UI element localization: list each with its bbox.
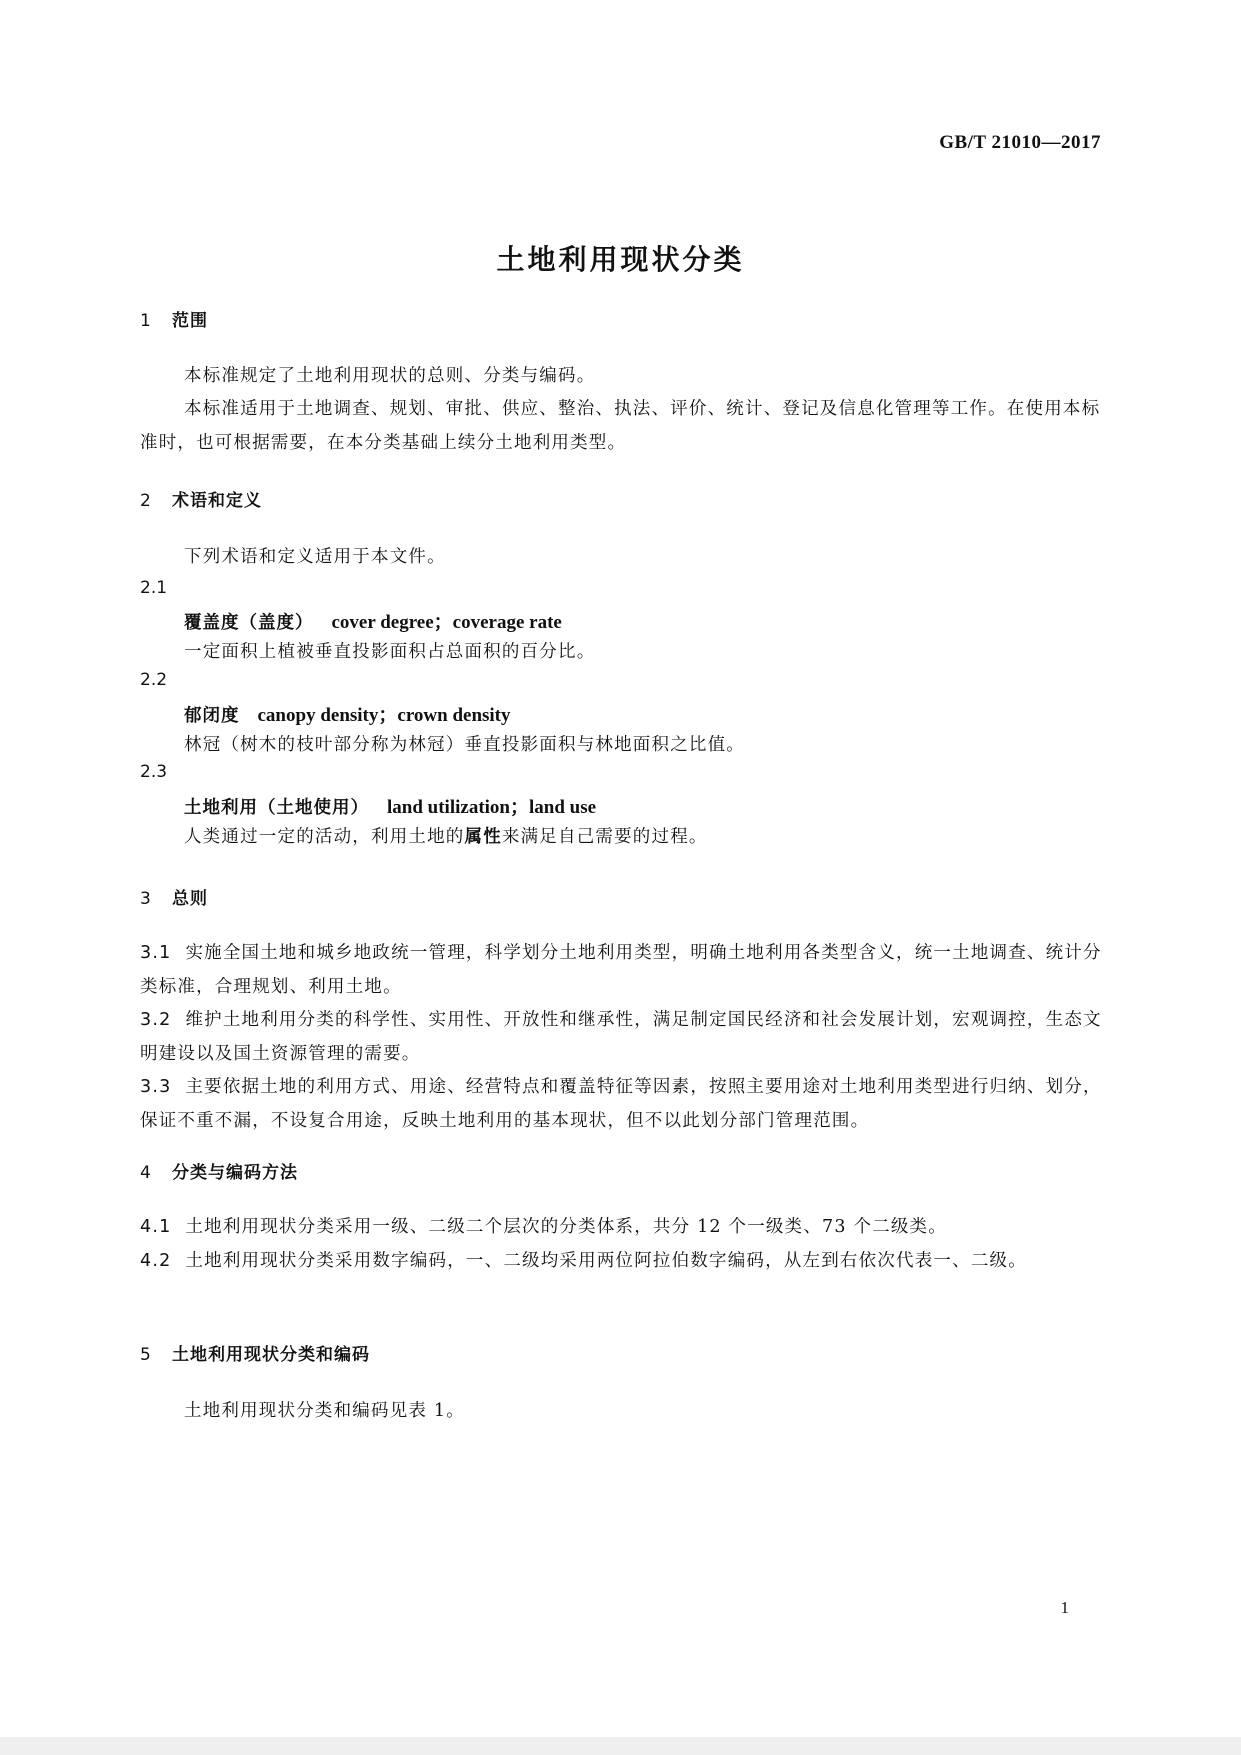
- section-number: 5: [140, 1345, 152, 1365]
- clause-number: 4.1: [140, 1217, 172, 1237]
- section-title: 术语和定义: [172, 491, 262, 511]
- page-bottom-strip: [0, 1737, 1241, 1755]
- term-number: 2.2: [140, 670, 168, 690]
- clause-number: 3.3: [140, 1077, 172, 1097]
- clause-number: 4.2: [140, 1251, 172, 1271]
- clause-text: 维护土地利用分类的科学性、实用性、开放性和继承性，满足制定国民经济和社会发展计划，宏观调控，生态文明建设以及国土资源管理的需要。: [140, 1010, 1102, 1064]
- section-title: 分类与编码方法: [172, 1163, 298, 1183]
- section-title: 土地利用现状分类和编码: [172, 1345, 370, 1365]
- term-definition-part: 人类通过一定的活动，利用土地的: [184, 827, 465, 847]
- clause-text: 主要依据土地的利用方式、用途、经营特点和覆盖特征等因素，按照主要用途对土地利用类型进行归纳、划分，保证不重不漏，不设复合用途，反映土地利用的基本现状，但不以此划分部门管理范围。: [140, 1077, 1102, 1131]
- clause-text: 实施全国土地和城乡地政统一管理，科学划分土地利用类型，明确土地利用各类型含义，统一土地调查、统计分类标准，合理规划、利用土地。: [140, 943, 1102, 997]
- scope-paragraph-1: 本标准规定了土地利用现状的总则、分类与编码。: [184, 366, 596, 386]
- scope-paragraph-2: 本标准适用于土地调查、规划、审批、供应、整治、执法、评价、统计、登记及信息化管理等工作。在使用本标准时，也可根据需要，在本分类基础上续分土地利用类型。: [140, 399, 1101, 453]
- section-title: 总则: [172, 889, 208, 909]
- clause-text: 土地利用现状分类采用一级、二级二个层次的分类体系，共分 12 个一级类、73 个二级类。: [185, 1217, 947, 1237]
- clause-3-1: [140, 936, 1102, 1004]
- term-chinese: 覆盖度（盖度）: [184, 613, 314, 633]
- page-number: 1: [1060, 1598, 1069, 1617]
- section-number: 2: [140, 491, 152, 511]
- section-number: 3: [140, 889, 152, 909]
- term-definition-part: 来满足自己需要的过程。: [501, 827, 708, 847]
- clause-number: 3.2: [140, 1010, 172, 1030]
- section-heading-general: [140, 884, 208, 909]
- section-number: 4: [140, 1163, 152, 1183]
- term-definition-emphasis: 属性: [464, 827, 502, 847]
- term-definition: [184, 823, 708, 848]
- term-number: 2.3: [140, 762, 168, 782]
- term-chinese: 郁闭度: [184, 706, 240, 726]
- section-title: 范围: [172, 311, 208, 331]
- clause-number: 3.1: [140, 943, 172, 963]
- clause-text: 土地利用现状分类采用数字编码，一、二级均采用两位阿拉伯数字编码，从左到右依次代表一、二级。: [185, 1251, 1027, 1271]
- classification-paragraph: 土地利用现状分类和编码见表 1。: [184, 1401, 465, 1421]
- section-number: 1: [140, 311, 152, 331]
- clause-4-2: [140, 1244, 1102, 1278]
- term-number: 2.1: [140, 578, 168, 598]
- document-title: 土地利用现状分类: [496, 243, 745, 276]
- term-heading: [184, 700, 511, 727]
- clause-3-2: [140, 1003, 1102, 1071]
- term-english: canopy density；crown density: [257, 705, 511, 726]
- terms-intro: 下列术语和定义适用于本文件。: [184, 547, 446, 567]
- section-heading-scope: [140, 306, 208, 331]
- term-english: cover degree；coverage rate: [331, 612, 562, 633]
- section-heading-coding: [140, 1158, 298, 1183]
- term-definition: 林冠（树木的枝叶部分称为林冠）垂直投影面积与林地面积之比值。: [184, 735, 745, 755]
- term-chinese: 土地利用（土地使用）: [184, 798, 369, 818]
- term-heading: [184, 792, 596, 819]
- clause-4-1: [140, 1210, 1102, 1244]
- section-heading-terms: [140, 486, 262, 511]
- section-heading-classification: [140, 1340, 370, 1365]
- standard-code: GB/T 21010—2017: [939, 132, 1101, 153]
- clause-3-3: [140, 1070, 1102, 1138]
- term-definition: 一定面积上植被垂直投影面积占总面积的百分比。: [184, 642, 596, 662]
- term-english: land utilization；land use: [387, 797, 597, 818]
- term-heading: [184, 607, 562, 634]
